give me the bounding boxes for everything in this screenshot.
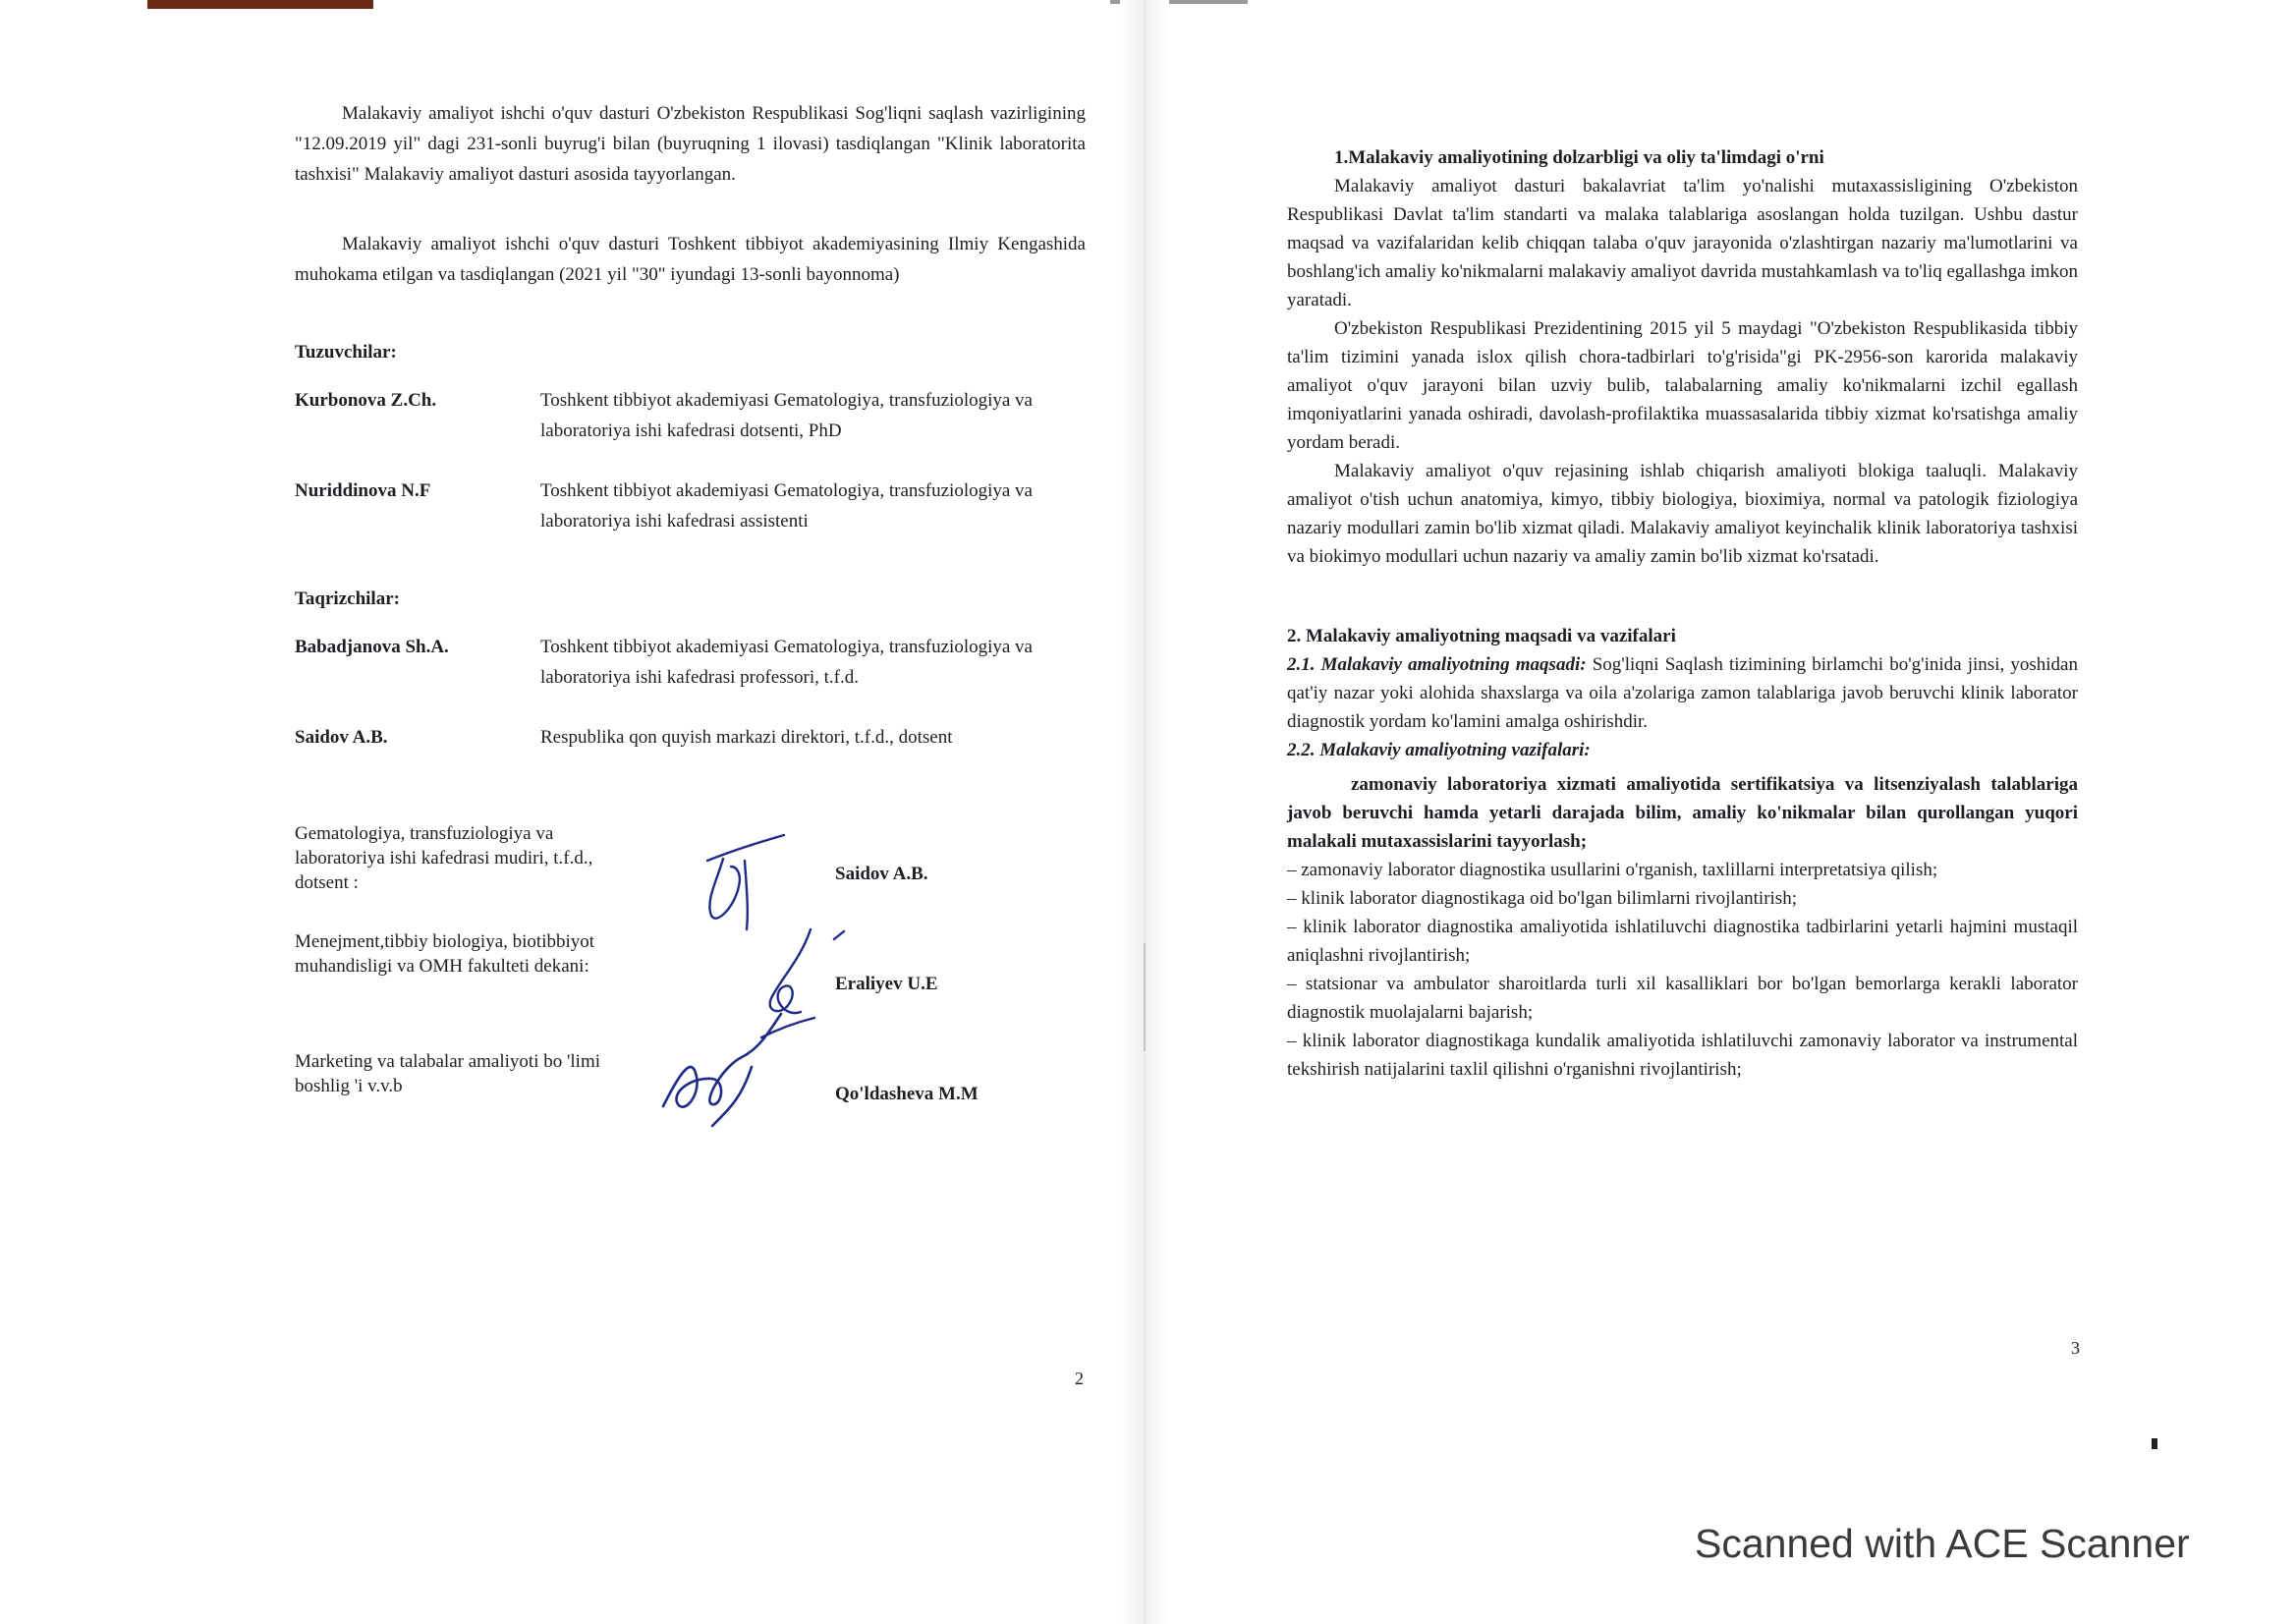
task-bullet: – klinik laborator diagnostikaga oid bo'lgan bilimlarni rivojlantirish; xyxy=(1287,888,1797,909)
scanner-watermark: Scanned with ACE Scanner xyxy=(1695,1521,2190,1566)
compiler-name: Kurbonova Z.Ch. xyxy=(295,390,437,411)
goal-label: 2.1. Malakaviy amaliyotning maqsadi: xyxy=(1287,654,1587,675)
signatory-title: Menejment,tibbiy biologiya, biotibbiyot muhandisligi va OMH fakulteti dekani: xyxy=(295,931,595,977)
intro-paragraph-1: Malakaviy amaliyot ishchi o'quv dasturi O'zbekiston Respublikasi Sog'liqni saqlash vazirligining "12.09.2019 yil" dagi 231-sonli buyrug'i bilan (buyruqning 1 ilovasi) tasdiqlangan "Klinik laboratorita tashxisi" Malakaviy amaliyot dasturi asosida tayyorlangan. xyxy=(295,103,1086,185)
top-edge-strip xyxy=(147,0,373,9)
compiler-name: Nuriddinova N.F xyxy=(295,480,431,501)
reviewer-entry xyxy=(295,722,1086,753)
signatory-name: Saidov A.B. xyxy=(835,864,928,884)
compiler-entry xyxy=(295,476,1086,536)
scan-speck xyxy=(2152,1438,2157,1449)
task-bullet: – klinik laborator diagnostika amaliyotida ishlatiluvchi diagnostika tadbirlarini yetarli hajmini mustaqil aniqlashni rivojlantirish; xyxy=(1287,917,2078,966)
task-bullet: – statsionar va ambulator sharoitlarda turli xil kasalliklari bor bo'lgan bemorlarga kerakli laborator diagnostik muolajalarni bajarish; xyxy=(1287,974,2078,1023)
tasks-label: 2.2. Malakaviy amaliyotning vazifalari: xyxy=(1287,740,1591,760)
reviewer-desc: Respublika qon quyish markazi direktori, t.f.d., dotsent xyxy=(540,727,953,748)
signature-qoldasheva-icon xyxy=(653,1008,801,1136)
reviewer-entry xyxy=(295,632,1086,693)
signatory-name: Qo'ldasheva M.M xyxy=(835,1084,979,1104)
compiler-desc: Toshkent tibbiyot akademiyasi Gematologiya, transfuziologiya va laboratoriya ishi kafedrasi assistenti xyxy=(540,480,1033,532)
compiler-desc: Toshkent tibbiyot akademiyasi Gematologiya, transfuziologiya va laboratoriya ishi kafedrasi dotsenti, PhD xyxy=(540,390,1033,441)
intro-paragraph-2: Malakaviy amaliyot ishchi o'quv dasturi Toshkent tibbiyot akademiyasining Ilmiy Kengashida muhokama etilgan va tasdiqlangan (2021 yil "30" iyundagi 13-sonli bayonnoma) xyxy=(295,234,1086,285)
signatures-block xyxy=(295,821,1086,1146)
section-heading-1: 1.Malakaviy amaliyotining dolzarbligi va oliy ta'limdagi o'rni xyxy=(1334,147,1824,168)
reviewer-desc: Toshkent tibbiyot akademiyasi Gematologiya, transfuziologiya va laboratoriya ishi kafedrasi professori, t.f.d. xyxy=(540,637,1033,688)
tasks-bold-paragraph: zamonaviy laboratoriya xizmati amaliyotida sertifikatsiya va litsenziyalash talablariga javob beruvchi hamda yetarli darajada bilim, amaliy ko'nikmalar bilan qurollangan yuqori malakali mutaxassislarini tayyorlash; xyxy=(1287,774,2078,852)
task-bullet: – zamonaviy laborator diagnostika usullarini o'rganish, taxlillarni interpretatsiya qilish; xyxy=(1287,860,1938,880)
page-number-left: 2 xyxy=(1075,1369,1084,1388)
compiler-entry xyxy=(295,385,1086,446)
section-heading-2: 2. Malakaviy amaliyotning maqsadi va vazifalari xyxy=(1287,626,1676,646)
task-bullet: – klinik laborator diagnostikaga kundalik amaliyotida ishlatiluvchi zamonaviy laborator va instrumental tekshirish natijalarini taxlil qilishni o'rganishni rivojlantirish; xyxy=(1287,1031,2078,1080)
signatory-title: Gematologiya, transfuziologiya va laboratoriya ishi kafedrasi mudiri, t.f.d., dotsent : xyxy=(295,823,593,893)
signatory-title: Marketing va talabalar amaliyoti bo 'limi boshlig 'i v.v.b xyxy=(295,1051,601,1096)
reviewers-label: Taqrizchilar: xyxy=(295,588,400,609)
goal-paragraph xyxy=(1287,650,2078,736)
left-page xyxy=(295,98,1086,1146)
right-page xyxy=(1287,143,2078,1084)
goal-text: Sog'liqni Saqlash tizimining birlamchi bo'g'inida jinsi, yoshidan qat'iy nazar yoki alohida shaxslarga va oila a'zolariga zamon talablariga javob beruvchi klinik laborator diagnostik yordam ko'lamini amalga oshirishdir. xyxy=(1287,654,2078,732)
reviewer-name: Saidov A.B. xyxy=(295,727,388,748)
page-gutter xyxy=(1120,0,1169,1624)
right-paragraph-2: O'zbekiston Respublikasi Prezidentining 2015 yil 5 maydagi "O'zbekiston Respublikasida tibbiy ta'lim tizimini yanada isloх qilish chora-tadbirlari to'g'risida"gi PK-2956-son karorida malakaviy amaliyot o'quv jarayoni bilan uzviy bulib, talabalarning amaliy ko'nikmalarni izchil egallash imqoniyatlarini yanada oshiradi, davolash-profilaktika muassasalarida tibbiy xizmat ko'rsatishga amaliy yordam beradi. xyxy=(1287,318,2078,453)
gutter-seam xyxy=(1144,943,1146,1051)
signatory-name: Eraliyev U.E xyxy=(835,974,938,994)
page-number-right: 3 xyxy=(2071,1338,2080,1358)
right-paragraph-1: Malakaviy amaliyot dasturi bakalavriat ta'lim yo'nalishi mutaxassisligining O'zbekiston Respublikasi Davlat ta'lim standarti va malaka talablariga asoslangan holda tuzilgan. Ushbu dastur maqsad va vazifalaridan kelib chiqqan talaba o'quv jarayonida o'zlashtirgan nazariy ma'lumotlarini va boshlang'ich amaliy ko'nikmalarni malakaviy amaliyot davrida mustahkamlash va to'liq egallashga imkon yaratadi. xyxy=(1287,176,2078,310)
right-paragraph-3: Malakaviy amaliyot o'quv rejasining ishlab chiqarish amaliyoti blokiga taaluqli. Malakaviy amaliyot o'tish uchun anatomiya, kimyo, tibbiy biologiya, bioximiya, normal va patologik fiziologiya nazariy modullari zamin bo'lib xizmat qiladi. Malakaviy amaliyot keyinchalik klinik laboratoriya tashxisi va biokimyo modullari uchun nazariy va amaliy zamin bo'lib xizmat ko'rsatadi. xyxy=(1287,461,2078,567)
reviewer-name: Babadjanova Sh.A. xyxy=(295,637,449,657)
compilers-label: Tuzuvchilar: xyxy=(295,342,397,363)
